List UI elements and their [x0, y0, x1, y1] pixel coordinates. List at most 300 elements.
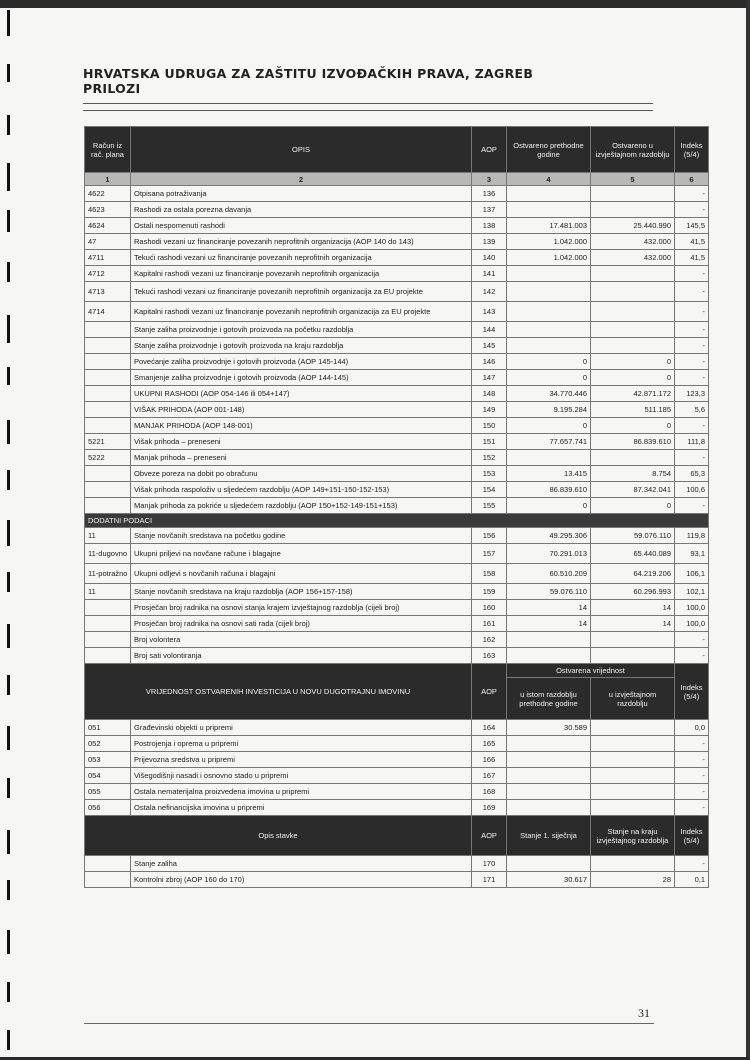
cell-current [591, 752, 675, 768]
cell-description: Višak prihoda raspoloživ u sljedećem razdoblju (AOP 149+151-150-152-153) [131, 482, 472, 498]
cell-account [85, 338, 131, 354]
cell-account: 11 [85, 528, 131, 544]
cell-previous: 0 [507, 370, 591, 386]
cell-account: 4714 [85, 302, 131, 322]
cell-aop: 166 [472, 752, 507, 768]
cell-aop: 159 [472, 584, 507, 600]
title-line-1: HRVATSKA UDRUGA ZA ZAŠTITU IZVOĐAČKIH PRAVA, ZAGREB [83, 66, 534, 81]
binder-mark [7, 315, 10, 343]
main-rows [85, 186, 709, 514]
financial-table [84, 126, 709, 888]
cell-aop: 153 [472, 466, 507, 482]
cell-previous [507, 632, 591, 648]
cell-previous: 70.291.013 [507, 544, 591, 564]
cell-aop: 136 [472, 186, 507, 202]
binder-mark [7, 262, 10, 282]
cell-previous: 13.415 [507, 466, 591, 482]
cell-current: 0 [591, 354, 675, 370]
cell-index: - [675, 784, 709, 800]
cell-description: Rashodi vezani uz financiranje povezanih neprofitnih organizacija (AOP 140 do 143) [131, 234, 472, 250]
binder-mark [7, 572, 10, 592]
cell-index: 119,8 [675, 528, 709, 544]
header-rule [83, 110, 653, 111]
cell-aop: 145 [472, 338, 507, 354]
cell-index: 106,1 [675, 564, 709, 584]
cell-account [85, 872, 131, 888]
stock-index-header: Indeks (5/4) [675, 816, 709, 856]
cell-index: - [675, 338, 709, 354]
cell-account: 5221 [85, 434, 131, 450]
cell-account: 054 [85, 768, 131, 784]
table-row [85, 784, 709, 800]
cell-index: 5,6 [675, 402, 709, 418]
cell-aop: 170 [472, 856, 507, 872]
cell-description: Prosječan broj radnika na osnovi stanja krajem izvještajnog razdoblja (cijeli broj) [131, 600, 472, 616]
cell-account: 4712 [85, 266, 131, 282]
table-row [85, 872, 709, 888]
cell-previous [507, 202, 591, 218]
cell-description: Kapitalni rashodi vezani uz financiranje povezanih neprofitnih organizacija za EU projekte [131, 302, 472, 322]
cell-aop: 149 [472, 402, 507, 418]
cell-description: Ukupni priljevi na novčane račune i blagajne [131, 544, 472, 564]
cell-current: 25.440.990 [591, 218, 675, 234]
cell-account: 4711 [85, 250, 131, 266]
cell-index: - [675, 282, 709, 302]
table-row [85, 434, 709, 450]
cell-account [85, 354, 131, 370]
cell-description: Ukupni odljevi s novčanih računa i blagajni [131, 564, 472, 584]
cell-index: 100,6 [675, 482, 709, 498]
cell-aop: 154 [472, 482, 507, 498]
cell-aop: 164 [472, 720, 507, 736]
cell-index: - [675, 370, 709, 386]
cell-previous [507, 856, 591, 872]
cell-description: Stanje zaliha proizvodnje i gotovih proizvoda na početku razdoblja [131, 322, 472, 338]
col-header-index: Indeks (5/4) [675, 127, 709, 173]
cell-description: Stanje zaliha [131, 856, 472, 872]
cell-description: Manjak prihoda – preneseni [131, 450, 472, 466]
page-number: 31 [638, 1006, 650, 1020]
cell-current: 432.000 [591, 234, 675, 250]
cell-aop: 167 [472, 768, 507, 784]
cell-account: 052 [85, 736, 131, 752]
table-row [85, 282, 709, 302]
cell-account [85, 386, 131, 402]
cell-current [591, 282, 675, 302]
investment-rows [85, 720, 709, 816]
cell-current: 64.219.206 [591, 564, 675, 584]
cell-aop: 165 [472, 736, 507, 752]
cell-description: Ostala nefinancijska imovina u pripremi [131, 800, 472, 816]
table-row [85, 386, 709, 402]
cell-current [591, 450, 675, 466]
cell-index: - [675, 800, 709, 816]
cell-previous [507, 752, 591, 768]
cell-account: 4713 [85, 282, 131, 302]
cell-aop: 155 [472, 498, 507, 514]
cell-current: 60.296.993 [591, 584, 675, 600]
table-row [85, 402, 709, 418]
header-rule [83, 103, 653, 104]
cell-index: - [675, 266, 709, 282]
cell-current: 87.342.041 [591, 482, 675, 498]
binder-mark [7, 115, 10, 135]
cell-previous: 1.042.000 [507, 250, 591, 266]
cell-previous: 0 [507, 354, 591, 370]
cell-current [591, 266, 675, 282]
cell-previous: 0 [507, 498, 591, 514]
col-number: 6 [675, 173, 709, 186]
cell-account: 11-dugovno [85, 544, 131, 564]
table-row [85, 856, 709, 872]
col-number: 3 [472, 173, 507, 186]
cell-index: 0,1 [675, 872, 709, 888]
cell-current: 14 [591, 616, 675, 632]
cell-previous: 1.042.000 [507, 234, 591, 250]
cell-current [591, 768, 675, 784]
cell-aop: 137 [472, 202, 507, 218]
cell-account: 11-potražno [85, 564, 131, 584]
table-row [85, 584, 709, 600]
table-row [85, 302, 709, 322]
cell-current: 14 [591, 600, 675, 616]
cell-description: Rashodi za ostala porezna davanja [131, 202, 472, 218]
cell-description: Prosječan broj radnika na osnovi sati rada (cijeli broj) [131, 616, 472, 632]
cell-current: 86.839.610 [591, 434, 675, 450]
cell-index: 111,8 [675, 434, 709, 450]
cell-previous [507, 648, 591, 664]
table-row [85, 498, 709, 514]
cell-previous: 14 [507, 600, 591, 616]
cell-index: - [675, 186, 709, 202]
cell-aop: 168 [472, 784, 507, 800]
table-row [85, 768, 709, 784]
cell-previous [507, 784, 591, 800]
binder-mark [7, 420, 10, 444]
cell-account [85, 466, 131, 482]
cell-current: 511.185 [591, 402, 675, 418]
cell-aop: 162 [472, 632, 507, 648]
col-number: 5 [591, 173, 675, 186]
table-row [85, 354, 709, 370]
cell-description: Prijevozna sredstva u pripremi [131, 752, 472, 768]
cell-current [591, 338, 675, 354]
binder-mark [7, 830, 10, 854]
cell-description: Tekući rashodi vezani uz financiranje povezanih neprofitnih organizacija za EU projekte [131, 282, 472, 302]
cell-aop: 147 [472, 370, 507, 386]
cell-current [591, 302, 675, 322]
section-header-extra [85, 514, 709, 528]
table-row [85, 616, 709, 632]
cell-account [85, 600, 131, 616]
cell-aop: 146 [472, 354, 507, 370]
cell-previous [507, 266, 591, 282]
cell-aop: 151 [472, 434, 507, 450]
table-row [85, 544, 709, 564]
investment-title: VRIJEDNOST OSTVARENIH INVESTICIJA U NOVU DUGOTRAJNU IMOVINU [85, 664, 472, 720]
table-row [85, 370, 709, 386]
cell-description: Broj sati volontiranja [131, 648, 472, 664]
cell-description: Ostala nematerijalna proizvedena imovina u pripremi [131, 784, 472, 800]
cell-index: 102,1 [675, 584, 709, 600]
section-title: DODATNI PODACI [85, 514, 709, 528]
cell-aop: 161 [472, 616, 507, 632]
cell-description: Obveze poreza na dobit po obračunu [131, 466, 472, 482]
cell-aop: 141 [472, 266, 507, 282]
table-row [85, 322, 709, 338]
cell-index: - [675, 498, 709, 514]
cell-index: 123,3 [675, 386, 709, 402]
cell-previous: 60.510.209 [507, 564, 591, 584]
cell-description: Stanje novčanih sredstava na početku godine [131, 528, 472, 544]
cell-description: Povećanje zaliha proizvodnje i gotovih proizvoda (AOP 145-144) [131, 354, 472, 370]
extra-rows [85, 528, 709, 664]
binder-mark [7, 778, 10, 798]
cell-previous: 0 [507, 418, 591, 434]
cell-account: 055 [85, 784, 131, 800]
cell-index: - [675, 450, 709, 466]
stock-prev-header: Stanje 1. siječnja [507, 816, 591, 856]
cell-previous [507, 338, 591, 354]
cell-previous: 59.076.110 [507, 584, 591, 600]
title-line-2: PRILOZI [83, 81, 141, 96]
table-row [85, 564, 709, 584]
cell-current [591, 720, 675, 736]
binder-mark [7, 64, 10, 82]
cell-previous: 9.195.284 [507, 402, 591, 418]
cell-description: Postrojenja i oprema u pripremi [131, 736, 472, 752]
cell-current: 28 [591, 872, 675, 888]
cell-previous [507, 322, 591, 338]
cell-previous: 17.481.003 [507, 218, 591, 234]
cell-previous [507, 282, 591, 302]
cell-account: 11 [85, 584, 131, 600]
cell-account [85, 498, 131, 514]
cell-previous [507, 302, 591, 322]
col-number: 2 [131, 173, 472, 186]
cell-description: VIŠAK PRIHODA (AOP 001-148) [131, 402, 472, 418]
cell-current: 0 [591, 370, 675, 386]
binder-mark [7, 1030, 10, 1050]
cell-current: 0 [591, 498, 675, 514]
cell-account: 056 [85, 800, 131, 816]
cell-current: 42.871.172 [591, 386, 675, 402]
cell-previous [507, 800, 591, 816]
table-row [85, 266, 709, 282]
investment-prev-header: u istom razdoblju prethodne godine [507, 678, 591, 720]
table-row [85, 234, 709, 250]
investment-cur-header: u izvještajnom razdoblju [591, 678, 675, 720]
cell-aop: 171 [472, 872, 507, 888]
cell-current [591, 648, 675, 664]
cell-aop: 140 [472, 250, 507, 266]
cell-account [85, 370, 131, 386]
cell-current [591, 322, 675, 338]
cell-aop: 138 [472, 218, 507, 234]
cell-aop: 150 [472, 418, 507, 434]
cell-previous: 34.770.446 [507, 386, 591, 402]
cell-current [591, 784, 675, 800]
investment-group-header: Ostvarena vrijednost [507, 664, 675, 678]
cell-previous [507, 768, 591, 784]
cell-index: 93,1 [675, 544, 709, 564]
col-header-account: Račun iz rač. plana [85, 127, 131, 173]
cell-current [591, 202, 675, 218]
cell-index: - [675, 322, 709, 338]
col-number: 4 [507, 173, 591, 186]
cell-description: Tekući rashodi vezani uz financiranje povezanih neprofitnih organizacija [131, 250, 472, 266]
cell-index: - [675, 632, 709, 648]
stock-title: Opis stavke [85, 816, 472, 856]
cell-description: UKUPNI RASHODI (AOP 054-146 ili 054+147) [131, 386, 472, 402]
cell-index: 65,3 [675, 466, 709, 482]
stock-cur-header: Stanje na kraju izvještajnog razdoblja [591, 816, 675, 856]
cell-description: Stanje novčanih sredstava na kraju razdoblja (AOP 156+157-158) [131, 584, 472, 600]
table-row [85, 418, 709, 434]
page-title [83, 66, 663, 96]
investment-index-header: Indeks (5/4) [675, 664, 709, 720]
cell-aop: 160 [472, 600, 507, 616]
cell-account: 47 [85, 234, 131, 250]
cell-current [591, 736, 675, 752]
cell-current [591, 856, 675, 872]
cell-description: Višak prihoda – preneseni [131, 434, 472, 450]
cell-account [85, 632, 131, 648]
cell-description: Otpisana potraživanja [131, 186, 472, 202]
cell-previous: 30.617 [507, 872, 591, 888]
cell-previous [507, 450, 591, 466]
cell-account [85, 418, 131, 434]
cell-account [85, 616, 131, 632]
binder-mark [7, 880, 10, 900]
cell-current: 432.000 [591, 250, 675, 266]
cell-aop: 157 [472, 544, 507, 564]
table-row [85, 632, 709, 648]
col-number: 1 [85, 173, 131, 186]
table-row [85, 800, 709, 816]
cell-description: Građevinski objekti u pripremi [131, 720, 472, 736]
cell-current: 65.440.089 [591, 544, 675, 564]
cell-account [85, 856, 131, 872]
col-header-current: Ostvareno u izvještajnom razdoblju [591, 127, 675, 173]
cell-account [85, 648, 131, 664]
cell-index: - [675, 856, 709, 872]
table-row [85, 648, 709, 664]
scan-edge-right [746, 0, 750, 1060]
binder-mark [7, 520, 10, 546]
table-row [85, 250, 709, 266]
cell-description: Kontrolni zbroj (AOP 160 do 170) [131, 872, 472, 888]
cell-aop: 156 [472, 528, 507, 544]
table-row [85, 186, 709, 202]
cell-account: 053 [85, 752, 131, 768]
binder-mark [7, 163, 10, 191]
table-row [85, 736, 709, 752]
footer-rule [84, 1023, 654, 1024]
cell-account: 5222 [85, 450, 131, 466]
cell-previous: 30.589 [507, 720, 591, 736]
binder-mark [7, 624, 10, 648]
cell-description: Manjak prihoda za pokriće u sljedećem razdoblju (AOP 150+152-149-151+153) [131, 498, 472, 514]
cell-aop: 148 [472, 386, 507, 402]
cell-account [85, 482, 131, 498]
cell-current: 8.754 [591, 466, 675, 482]
cell-description: Višegodišnji nasadi i osnovno stado u pripremi [131, 768, 472, 784]
cell-previous: 77.657.741 [507, 434, 591, 450]
table-row [85, 528, 709, 544]
cell-account [85, 402, 131, 418]
binder-mark [7, 210, 10, 232]
stock-aop-header: AOP [472, 816, 507, 856]
cell-description: MANJAK PRIHODA (AOP 148-001) [131, 418, 472, 434]
cell-aop: 152 [472, 450, 507, 466]
table-row [85, 338, 709, 354]
col-header-aop: AOP [472, 127, 507, 173]
cell-description: Kapitalni rashodi vezani uz financiranje povezanih neprofitnih organizacija [131, 266, 472, 282]
cell-description: Ostali nespomenuti rashodi [131, 218, 472, 234]
cell-index: 41,5 [675, 250, 709, 266]
cell-description: Broj volontera [131, 632, 472, 648]
cell-current [591, 186, 675, 202]
stock-rows [85, 856, 709, 888]
investment-aop-header: AOP [472, 664, 507, 720]
cell-index: - [675, 648, 709, 664]
binder-mark [7, 726, 10, 750]
cell-aop: 143 [472, 302, 507, 322]
cell-index: - [675, 302, 709, 322]
cell-account [85, 322, 131, 338]
table-row [85, 720, 709, 736]
cell-index: 41,5 [675, 234, 709, 250]
cell-index: - [675, 354, 709, 370]
cell-index: - [675, 752, 709, 768]
table-row [85, 218, 709, 234]
cell-description: Smanjenje zaliha proizvodnje i gotovih proizvoda (AOP 144-145) [131, 370, 472, 386]
cell-previous: 86.839.610 [507, 482, 591, 498]
cell-index: 100,0 [675, 616, 709, 632]
cell-previous: 49.295.306 [507, 528, 591, 544]
cell-account: 4622 [85, 186, 131, 202]
cell-index: - [675, 736, 709, 752]
table-row [85, 752, 709, 768]
cell-index: 0,0 [675, 720, 709, 736]
cell-aop: 144 [472, 322, 507, 338]
binder-mark [7, 10, 10, 36]
cell-description: Stanje zaliha proizvodnje i gotovih proizvoda na kraju razdoblja [131, 338, 472, 354]
table-row [85, 466, 709, 482]
cell-account: 051 [85, 720, 131, 736]
cell-aop: 158 [472, 564, 507, 584]
binder-mark [7, 982, 10, 1002]
cell-account: 4623 [85, 202, 131, 218]
cell-previous [507, 186, 591, 202]
cell-aop: 142 [472, 282, 507, 302]
table-row [85, 202, 709, 218]
cell-current: 0 [591, 418, 675, 434]
table-row [85, 450, 709, 466]
cell-current [591, 800, 675, 816]
cell-index: - [675, 768, 709, 784]
cell-index: - [675, 202, 709, 218]
binder-mark [7, 930, 10, 954]
cell-previous: 14 [507, 616, 591, 632]
cell-aop: 139 [472, 234, 507, 250]
cell-account: 4624 [85, 218, 131, 234]
col-header-description: OPIS [131, 127, 472, 173]
cell-current: 59.076.110 [591, 528, 675, 544]
cell-aop: 169 [472, 800, 507, 816]
cell-index: - [675, 418, 709, 434]
